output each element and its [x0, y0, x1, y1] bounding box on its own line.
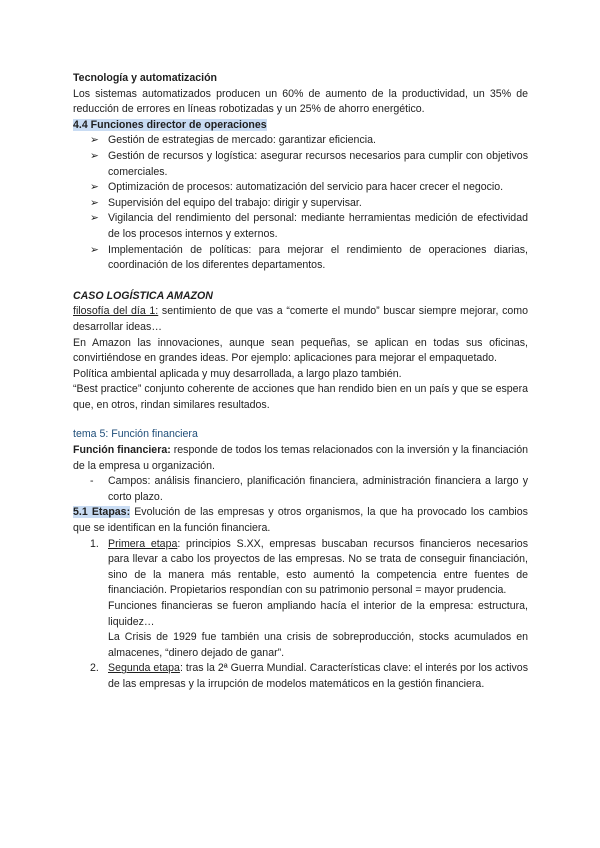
amazon-philosophy: filosofía del día 1: sentimiento de que vas a “comerte el mundo” buscar siempre mejorar, como desarrollar ideas…: [73, 305, 528, 333]
arrow-bullet-icon: ➢: [90, 196, 99, 209]
list-item: 2. Segunda etapa: tras la 2ª Guerra Mundial. Características clave: el interés por los activos de las empresas y la irrupción de modelos matemáticos en la gestión financiera.: [90, 662, 528, 690]
spacer: [73, 413, 528, 427]
stages-list: [73, 537, 528, 693]
arrow-bullet-icon: ➢: [90, 149, 99, 162]
arrow-bullet-icon: ➢: [90, 243, 99, 256]
list-item: ➢ Supervisión del equipo del trabajo: dirigir y supervisar.: [90, 196, 528, 212]
stages-intro: 5.1 Etapas: Evolución de las empresas y otros organismos, la que ha provocado los cambios que se identifican en la función financiera.: [73, 506, 528, 535]
stage-extra: La Crisis de 1929 fue también una crisis de sobreproducción, stocks acumulados en almacenes, “dinero dejado de ganar”.: [108, 631, 528, 659]
tech-body: Los sistemas automatizados producen un 60% de aumento de la productividad, un 35% de reducción de errores en líneas robotizadas y un 25% de ahorro energético.: [73, 87, 528, 116]
arrow-bullet-icon: ➢: [90, 212, 99, 225]
stage-extra: Funciones financieras se fueron ampliando hacía el interior de la empresa: estructura, liquidez…: [108, 600, 528, 628]
tema5-heading: tema 5: Función financiera: [73, 428, 198, 441]
list-item: ➢ Vigilancia del rendimiento del personal: mediante herramientas medición de efectividad de los procesos internos y externos.: [90, 212, 528, 240]
financial-function-definition: Función financiera: responde de todos los temas relacionados con la inversión y la financiación de la empresa u organización.: [73, 444, 528, 472]
arrow-bullet-icon: ➢: [90, 181, 99, 194]
amazon-best-practice-paragraph: “Best practice” conjunto coherente de acciones que han rendido bien en un país y que se espera que, en otros, rindan similares resultados.: [73, 383, 528, 411]
list-item: ➢ Gestión de estrategias de mercado: garantizar eficiencia.: [90, 133, 528, 149]
list-item: ➢ Implementación de políticas: para mejorar el rendimiento de operaciones diarias, coordinación de los diferentes departamentos.: [90, 243, 528, 272]
list-item: ➢ Optimización de procesos: automatización del servicio para hacer crecer el negocio.: [90, 180, 528, 196]
amazon-environment-paragraph: Política ambiental aplicada y muy desarrollada, a largo plazo también.: [73, 367, 402, 380]
fields-list: [73, 474, 528, 505]
list-item: 1. Primera etapa: principios S.XX, empresas buscaban recursos financieros necesarios para llevar a cabo los proyectos de las empresas. No se trata de conseguir financiación, sino de la manera más rentable, esto aumentó la competencia entre fuentes de financiación. Propietarios respondían con su patrimonio personal = mayor prudencia. Funciones financieras se fueron ampliando hacía el interior de la empresa: estructura, liquidez… La Crisis de 1929 fue también una crisis de sobreproducción, stocks acumulados en almacenes, “dinero dejado de ganar”.: [90, 537, 528, 662]
amazon-case-title: CASO LOGÍSTICA AMAZON: [73, 289, 213, 302]
amazon-innovation-paragraph: En Amazon las innovaciones, aunque sean pequeñas, se aplican en todas sus oficinas, convirtiéndose en grandes ideas. Por ejemplo: aplicaciones para mejorar el empaquetado.: [73, 336, 528, 365]
list-item: ➢ Gestión de recursos y logística: asegurar recursos necesarios para cumplir con objetivos comerciales.: [90, 149, 528, 178]
director-heading: 4.4 Funciones director de operaciones: [73, 118, 267, 131]
arrow-bullet-icon: ➢: [90, 134, 99, 147]
list-item: - Campos: análisis financiero, planificación financiera, administración financiera a largo y corto plazo.: [90, 475, 528, 503]
tech-heading: Tecnología y automatización: [73, 72, 218, 84]
spacer: [73, 274, 528, 289]
dash-bullet-icon: -: [90, 475, 94, 488]
document-content: [73, 71, 528, 693]
director-functions-list: [73, 133, 528, 273]
